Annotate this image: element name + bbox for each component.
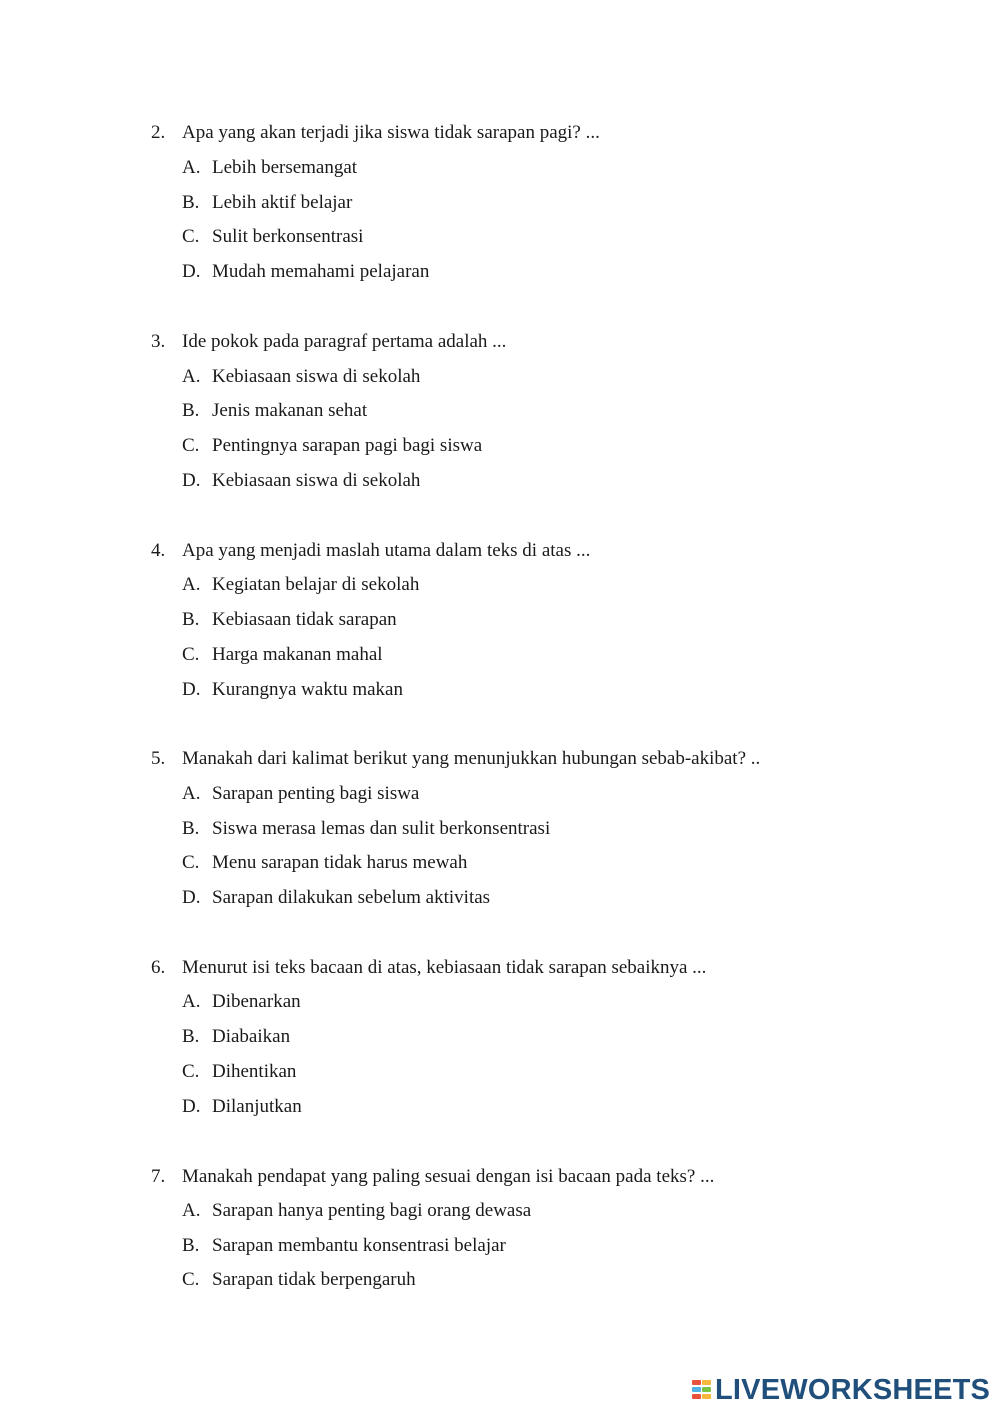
- question-text: Manakah dari kalimat berikut yang menunjukkan hubungan sebab-akibat? ..: [182, 748, 761, 769]
- option-3a[interactable]: [182, 362, 882, 392]
- option-4c[interactable]: [182, 640, 882, 670]
- option-2d[interactable]: [182, 257, 882, 287]
- option-6c[interactable]: [182, 1057, 882, 1087]
- option-3c[interactable]: [182, 431, 882, 461]
- option-text: Dibenarkan: [212, 991, 301, 1012]
- option-letter: A.: [182, 366, 201, 387]
- option-letter: B.: [182, 609, 200, 630]
- option-letter: C.: [182, 1061, 200, 1082]
- option-text: Siswa merasa lemas dan sulit berkonsentrasi: [212, 818, 551, 839]
- option-letter: B.: [182, 400, 200, 421]
- question-text: Menurut isi teks bacaan di atas, kebiasaan tidak sarapan sebaiknya ...: [182, 957, 707, 978]
- brand-name: LIVEWORKSHEETS: [715, 1374, 991, 1406]
- logo-bar: [692, 1380, 701, 1385]
- option-3d[interactable]: [182, 466, 882, 496]
- option-letter: C.: [182, 435, 200, 456]
- option-letter: D.: [182, 1096, 201, 1117]
- option-letter: B.: [182, 1026, 200, 1047]
- question-number: 7.: [151, 1166, 166, 1187]
- question-text: Manakah pendapat yang paling sesuai dengan isi bacaan pada teks? ...: [182, 1166, 715, 1187]
- option-text: Sarapan penting bagi siswa: [212, 783, 420, 804]
- option-text: Pentingnya sarapan pagi bagi siswa: [212, 435, 483, 456]
- option-text: Kurangnya waktu makan: [212, 679, 403, 700]
- option-6a[interactable]: [182, 987, 882, 1017]
- option-text: Lebih aktif belajar: [212, 192, 353, 213]
- question-number: 4.: [151, 540, 166, 561]
- option-letter: A.: [182, 991, 201, 1012]
- option-letter: A.: [182, 783, 201, 804]
- logo-bar: [702, 1380, 711, 1385]
- question-line: [151, 744, 951, 774]
- option-text: Diabaikan: [212, 1026, 291, 1047]
- option-text: Sarapan membantu konsentrasi belajar: [212, 1235, 506, 1256]
- liveworksheets-logo-icon: [692, 1378, 712, 1402]
- question-number: 5.: [151, 748, 166, 769]
- option-4b[interactable]: [182, 605, 882, 635]
- option-letter: C.: [182, 1269, 200, 1290]
- option-text: Mudah memahami pelajaran: [212, 261, 430, 282]
- logo-bar: [702, 1394, 711, 1399]
- option-5b[interactable]: [182, 814, 882, 844]
- option-letter: B.: [182, 818, 200, 839]
- option-text: Lebih bersemangat: [212, 157, 358, 178]
- option-text: Jenis makanan sehat: [212, 400, 368, 421]
- option-6d[interactable]: [182, 1092, 882, 1122]
- question-line: [151, 1162, 951, 1192]
- option-text: Sulit berkonsentrasi: [212, 226, 364, 247]
- option-letter: D.: [182, 470, 201, 491]
- option-2b[interactable]: [182, 188, 882, 218]
- option-7b[interactable]: [182, 1231, 882, 1261]
- liveworksheets-brand[interactable]: [692, 1374, 990, 1406]
- question-text: Apa yang akan terjadi jika siswa tidak sarapan pagi? ...: [182, 122, 600, 143]
- question-text: Apa yang menjadi maslah utama dalam teks di atas ...: [182, 540, 591, 561]
- option-letter: C.: [182, 852, 200, 873]
- option-text: Menu sarapan tidak harus mewah: [212, 852, 468, 873]
- option-text: Dilanjutkan: [212, 1096, 302, 1117]
- option-3b[interactable]: [182, 396, 882, 426]
- question-number: 2.: [151, 122, 166, 143]
- option-letter: D.: [182, 679, 201, 700]
- option-7a[interactable]: [182, 1196, 882, 1226]
- option-text: Sarapan tidak berpengaruh: [212, 1269, 416, 1290]
- logo-bar: [702, 1387, 711, 1392]
- question-number: 6.: [151, 957, 166, 978]
- question-number: 3.: [151, 331, 166, 352]
- logo-bar: [692, 1394, 701, 1399]
- question-text: Ide pokok pada paragraf pertama adalah ...: [182, 331, 507, 352]
- option-text: Harga makanan mahal: [212, 644, 383, 665]
- option-letter: A.: [182, 1200, 201, 1221]
- option-letter: D.: [182, 261, 201, 282]
- option-text: Sarapan dilakukan sebelum aktivitas: [212, 887, 491, 908]
- logo-bar: [692, 1387, 701, 1392]
- question-line: [151, 953, 951, 983]
- option-letter: B.: [182, 192, 200, 213]
- option-5c[interactable]: [182, 848, 882, 878]
- option-5d[interactable]: [182, 883, 882, 913]
- option-text: Dihentikan: [212, 1061, 297, 1082]
- option-letter: B.: [182, 1235, 200, 1256]
- option-text: Kebiasaan siswa di sekolah: [212, 470, 421, 491]
- option-text: Kegiatan belajar di sekolah: [212, 574, 420, 595]
- option-letter: A.: [182, 574, 201, 595]
- question-line: [151, 536, 951, 566]
- option-text: Sarapan hanya penting bagi orang dewasa: [212, 1200, 532, 1221]
- option-5a[interactable]: [182, 779, 882, 809]
- option-2c[interactable]: [182, 222, 882, 252]
- option-letter: A.: [182, 157, 201, 178]
- question-line: [151, 327, 951, 357]
- option-letter: D.: [182, 887, 201, 908]
- question-line: [151, 118, 951, 148]
- option-2a[interactable]: [182, 153, 882, 183]
- option-7c[interactable]: [182, 1265, 882, 1295]
- option-4d[interactable]: [182, 675, 882, 705]
- option-6b[interactable]: [182, 1022, 882, 1052]
- option-letter: C.: [182, 644, 200, 665]
- option-letter: C.: [182, 226, 200, 247]
- option-4a[interactable]: [182, 570, 882, 600]
- option-text: Kebiasaan tidak sarapan: [212, 609, 397, 630]
- option-text: Kebiasaan siswa di sekolah: [212, 366, 421, 387]
